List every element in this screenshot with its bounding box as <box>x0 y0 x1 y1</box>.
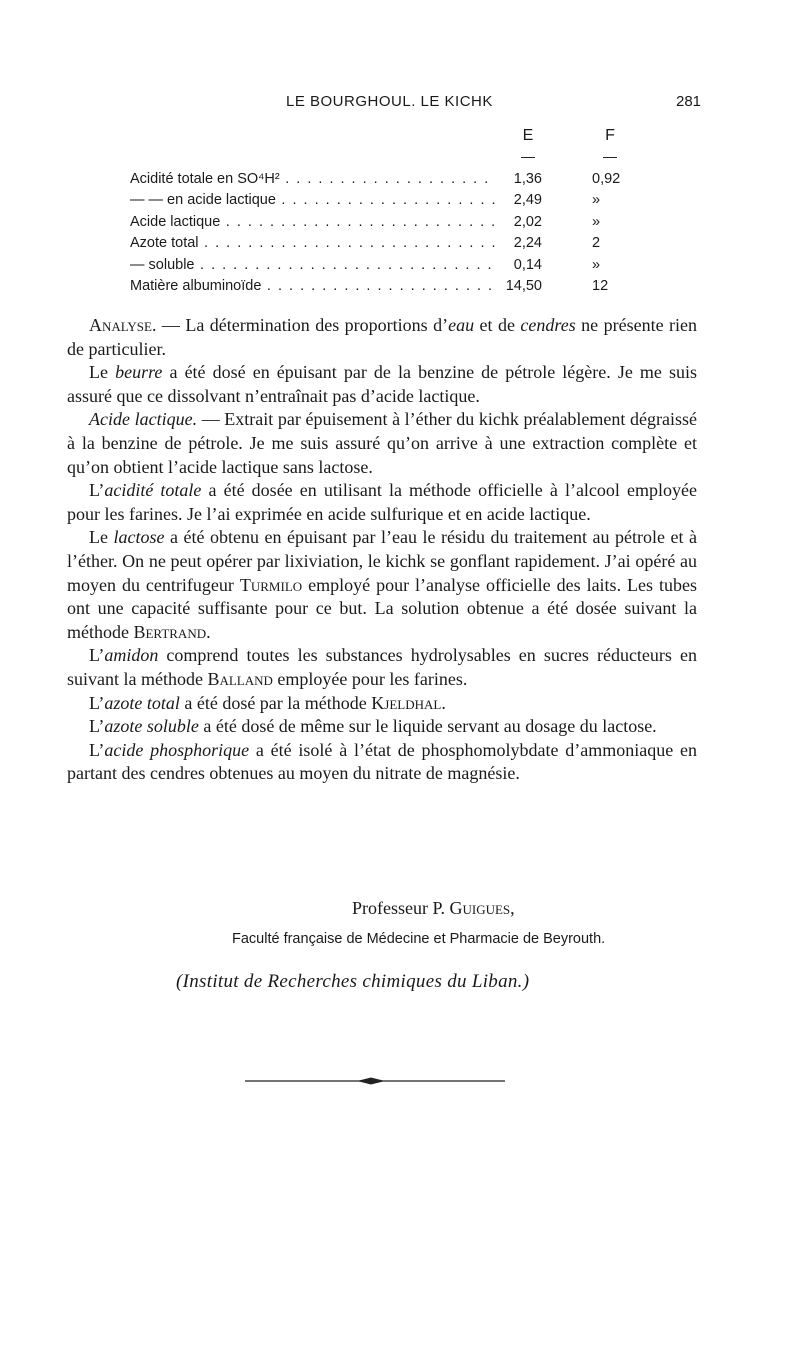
paragraph-amidon: L’amidon comprend toutes les substances hydrolysables en sucres réducteurs en suivant la méthode Balland employée pour les farines. <box>67 645 697 689</box>
value-e: 14,50 <box>505 277 542 294</box>
value-f: 2 <box>592 235 601 252</box>
table-row <box>130 255 660 276</box>
row-label: Acidité totale en SO⁴H² . . . <box>130 169 496 190</box>
paragraph-acide-phosphorique: L’acide phosphorique a été isolé à l’état de phosphomolybdate d’ammoniaque en partant des cendres obtenues au moyen du nitrate de magnésie. <box>67 739 697 784</box>
body-text <box>67 314 697 786</box>
page-number: 281 <box>676 93 702 110</box>
running-head <box>0 93 800 113</box>
table-row <box>130 276 660 297</box>
row-label: Acide lactique . . . <box>130 212 496 233</box>
author-signature: Professeur P. Guigues, <box>352 898 515 918</box>
value-e: 2,49 <box>513 192 542 209</box>
table-header-rule <box>130 149 660 169</box>
table-row <box>130 212 660 233</box>
table-row <box>130 233 660 254</box>
composition-table <box>130 127 660 297</box>
value-e: 0,14 <box>513 256 542 273</box>
column-header-e: E <box>522 127 534 144</box>
institute-line: (Institut de Recherches chimiques du Liban.) <box>176 971 530 992</box>
column-dash-f <box>603 157 617 158</box>
paragraph-acide-lactique: Acide lactique. — Extrait par épuisement à l’éther du kichk préalablement dégraissé à la benzine de pétrole. Je me suis assuré qu’on arrive à une extraction complète et qu’on obtient l’acide lactique sans lactose. <box>67 409 697 477</box>
value-f: 12 <box>592 277 609 294</box>
row-label: Matière albuminoïde . . . <box>130 276 496 297</box>
paragraph-acidite-totale: L’acidité totale a été dosée en utilisant la méthode officielle à l’alcool employée pour les farines. Je l’ai exprimée en acide sulfurique et en acide lactique. <box>67 480 697 524</box>
value-f: » <box>592 213 601 230</box>
value-f: » <box>592 192 601 209</box>
paragraph-azote-total: L’azote total a été dosé par la méthode Kjeldhal. <box>89 692 446 713</box>
value-e: 2,24 <box>513 235 542 252</box>
column-header-f: F <box>605 127 615 144</box>
row-label: Azote total . . . <box>130 233 496 254</box>
table-row <box>130 169 660 190</box>
row-label: — — en acide lactique . . . <box>130 190 496 211</box>
paragraph-azote-soluble: L’azote soluble a été dosé de même sur le liquide servant au dosage du lactose. <box>89 716 657 737</box>
value-f: » <box>592 256 601 273</box>
paragraph-analyse: Analyse. — La détermination des proportions d’eau et de cendres ne présente rien de particulier. <box>67 315 697 359</box>
row-label: — soluble . . . <box>130 255 496 276</box>
value-e: 1,36 <box>513 171 542 187</box>
paragraph-lactose: Le lactose a été obtenu en épuisant par l’eau le résidu du traitement au pétrole et à l’éther. On ne peut opérer par lixiviation, le kichk se gonflant rapidement. J’ai opéré au moyen du centrifugeur Turmilo employé pour l’analyse officielle des laits. Les tubes ont une capacité suffisante pour ce but. La solution obtenue a été dosée suivant la méthode Bertrand. <box>67 527 697 642</box>
paragraph-beurre: Le beurre a été dosé en épuisant par de la benzine de pétrole légère. Je me suis assuré que ce dissolvant n’entraînait pas d’acide lactique. <box>67 362 698 406</box>
table-header <box>130 127 660 149</box>
table-row <box>130 190 660 211</box>
author-affiliation: Faculté française de Médecine et Pharmacie de Beyrouth. <box>232 931 606 947</box>
value-e: 2,02 <box>513 213 542 230</box>
fleuron-rule-icon <box>245 1075 505 1087</box>
column-dash-e <box>521 157 535 158</box>
value-f: 0,92 <box>592 171 621 187</box>
running-title: LE BOURGHOUL. LE KICHK <box>286 93 493 110</box>
